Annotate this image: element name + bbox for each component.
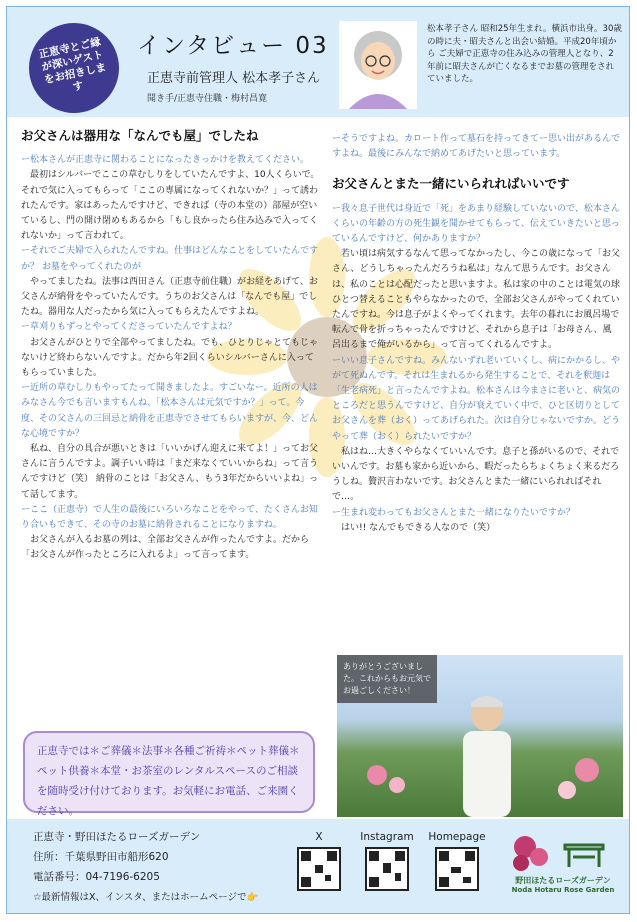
question: ーそれでご夫婦で入られたんですね。仕事はどんなことをしていたんですか？ お墓をやってくれたのが [21,246,319,272]
left-column [21,122,321,564]
section-heading-right: お父さんとまた一緒にいられればいいです [332,176,570,192]
question: ー松本さんが正恵寺に関わることになったきっかけを教えてください。 [21,155,310,166]
guest-badge: 正恵寺とご縁が深いゲストをお招きします [21,15,128,122]
answer: お父さんがひとりで全部やってましたね。でも、ひとりじゃとてもじゃないけど終わらないんですよ。だから年2回くらいシルバーさんに入ってもらっていました。 [21,337,319,379]
question: ー草刈りもずっとやってくださっていたんですよね？ [21,322,237,333]
answer: はい!! なんでもできる人なので（笑） [341,522,496,533]
instagram-qr-code[interactable] [365,847,409,891]
footer-note: ☆最新情報はX、インスタ、またはホームページで👉 [33,892,259,903]
answer: 私ね、自分の具合が悪いときは「いいかげん迎えに来てよ！」ってお父さんに言うんですよ。調子いい時は「まだ来なくていいからね」って言うんですけど（笑） 納骨のことは「お父さん、もう3年だからいいよね」って話してます。 [21,444,319,500]
answer: やってましたね。法事は西田さん（正恵寺前住職）がお経をあげて、お父さんが納骨をやっていたんです。うちのお父さんは「なんでも屋」でしたね。器用な人だったから気に入ってもらえたんですよね。 [21,276,318,318]
answer: お父さんが入るお墓の列は、全部お父さんが作ったんですよ。だから「お父さんが作ったところに入れるよ」って言ってます。 [21,535,310,561]
photo-caption: ありがとうございました。これからもお元気でお過ごしください！ [337,655,437,703]
answer: 若い頃は病気するなんて思ってなかったし、今この歳になって「お父さん、どうしちゃったんだろうね私は」なんて思うんです。お父さんは、私のことは心配だったと思いますよ。私は家の中のことは電気の球ひとつ替えることもやらなかったので、全部お父さんがやってくれていたんですね。今は息子がよくやってくれます。去年の暮れにお風呂場で転んで骨を折っちゃったんですけど、それから息子は「お母さん、風呂出るまで俺がいるから」って言ってくれるんですよ。 [332,249,621,351]
qr-label-x: X [315,831,323,843]
services-notice: 正恵寺では＊ご葬儀＊法事＊各種ご祈祷＊ペット葬儀＊ペット供養＊本堂・お茶室のレンタルスペースのご相談を随時受け付けております。お気軽にお電話、ご来園ください。 [23,731,315,813]
qr-label-instagram: Instagram [360,831,414,843]
question: ーいい息子さんですね。みんないずれ老いていくし、病にかかるし、やがて死ぬんです。それは生まれるから発生することで、それを釈迦は「生老病死」と言ったんですよね。松本さんは今まさに老いと、病気のところだと思うんですけど、自分が衰えていく中で、ひと区切りとしてお父さんを葬（おく）ってあげられた。次は自分じゃないですか。どうやって葬（おく）られたいですか？ [332,355,621,442]
question: ーそうですよね。カロート作って墓石を持ってきてー思い出があるんですよね。最後にみんなで納めてあげたいと思っています。 [332,134,621,160]
interviewee-name: 正恵寺前管理人 松本孝子さん [147,71,321,86]
logo-jp: 野田ほたるローズガーデン [515,876,611,885]
header [7,7,629,117]
page-title: インタビュー 03 [137,33,329,59]
question: ーここ（正恵寺）で人生の最後にいろいろなことをやって、たくさんお知り合いもできて、その寺のお墓に納骨されることになりますね。 [21,504,318,531]
question: ー生まれ変わってもお父さんとまた一緒になりたいですか？ [332,507,575,518]
homepage-qr-code[interactable] [435,847,479,891]
qr-label-homepage: Homepage [428,831,486,843]
right-column [332,132,620,536]
interviewer-byline: 聞き手/正恵寺住職・梅村昌寛 [147,94,268,104]
logo-en: Noda Hotaru Rose Garden [511,886,615,894]
garden-photo [337,655,623,817]
newsletter-page [6,6,630,914]
footer-name: 正恵寺・野田ほたるローズガーデン [33,831,201,843]
answer: 私はね…大きくやらなくていいんです。息子と孫がいるので、それでいいんです。お墓も家から近いから、暇だったらちょくちょく来るだろうしね。贅沢言わないです。お父さんとまた一緒にいられればそれで…。 [332,446,620,503]
rose-garden-logo [503,827,621,909]
footer-address: 住所：千葉県野田市船形620 [33,851,169,863]
logo-text [503,875,623,894]
section-heading-left: お父さんは器用な「なんでも屋」でしたね [21,128,259,143]
question: ー近所の草むしりもやってたって聞きましたよ。すごいなー。近所の人はみなさん今でも言いますもんね、「松本さんは元気ですか？」って。今度、その父さんの三回忌と納骨を正恵寺でさせてもらいますが、今、どんな心境ですか？ [21,383,319,439]
bio-text: 松本孝子さん 昭和25年生まれ。横浜市出身。30歳の時に夫・昭夫さんと出会い結婚。平成20年頃から ご夫婦で正恵寺の住み込みの管理人となり、2年前に昭夫さんが亡くなるまでお墓の管理をされていました。 [427,24,622,84]
footer-phone: 電話番号：04-7196-6205 [33,871,160,883]
answer: 最初はシルバーでここの草むしりをしていたんですよ、10人くらいで。それで気に入ってもらって「ここの専属になってくれないか？」って誘われたんです。家はあったんですけど、できれば（寺の本堂の）部屋が空いているし、門の開け閉めもあるから「もし良かったら住み込みで入ってくれないか」って言われて。 [21,170,320,242]
x-qr-code[interactable] [297,847,341,891]
question: ー我々息子世代は身近で「死」をあまり経験していないので、松本さんくらいの年齢の方の死生観を聞かせてもらって、伝えていきたいと思っているんですけど、何かありますか？ [332,203,620,245]
portrait-illustration [339,21,417,109]
person-illustration [337,655,623,817]
